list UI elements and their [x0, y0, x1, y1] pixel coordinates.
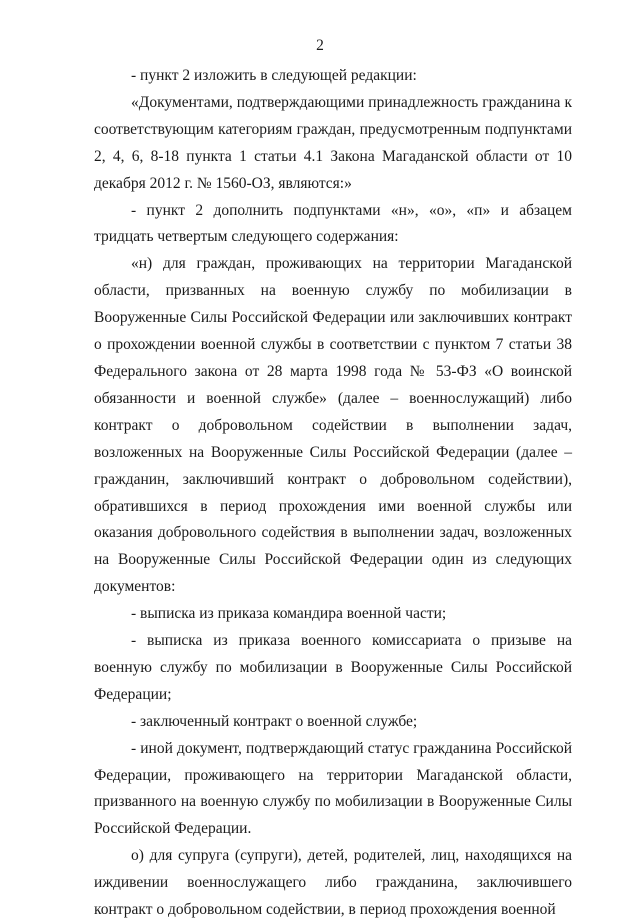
paragraph-subitem-o: о) для супруга (супруги), детей, родителей, лиц, находящихся на иждивении военнослужащего либо гражданина, заключившего контракт о добровольном содействии, в период прохождения военной	[94, 847, 572, 919]
list-item-other-document: - иной документ, подтверждающий статус гражданина Российской Федерации, проживающего на территории Магаданской области, призванного на военную службу по мобилизации в Вооруженные Силы Российской Федерации.	[94, 739, 572, 838]
list-item-commander-order: - выписка из приказа командира военной части;	[131, 605, 447, 623]
page-number: 2	[316, 37, 324, 54]
list-item-commissariat-order: - выписка из приказа военного комиссариата о призыве на военную службу по мобилизации в Вооруженные Силы Российской Федерации;	[94, 632, 572, 703]
list-item-contract: - заключенный контракт о военной службе;	[131, 712, 418, 730]
paragraph-subitem-n: «н) для граждан, проживающих на территории Магаданской области, призванных на военную службу по мобилизации в Вооруженные Силы Российской Федерации или заключивших контракт о прохождении военной службы в соответствии с пунктом 7 статьи 38 Федерального закона от 28 марта 1998 года № 53-ФЗ «О воинской обязанности и военной службе» (далее – военнослужащий) либо контракт о добровольном содействии в выполнении задач, возложенных на Вооруженные Силы Российской Федерации (далее – гражданин, заключивший контракт о добровольном содействии), обратившихся в период прохождения ими военной службы или оказания добровольного содействия в выполнении задач, возложенных на Вооруженные Силы Российской Федерации один из следующих документов:	[94, 255, 572, 596]
paragraph-amend-subitems: - пункт 2 дополнить подпунктами «н», «о», «п» и абзацем тридцать четвертым следующего содержания:	[94, 201, 572, 246]
document-body	[94, 63, 572, 924]
paragraph-amend-item-2: - пункт 2 изложить в следующей редакции:	[131, 67, 417, 84]
paragraph-documents-intro: «Документами, подтверждающими принадлежность гражданина к соответствующим категориям граждан, предусмотренным подпунктами 2, 4, 6, 8-18 пункта 1 статьи 4.1 Закона Магаданской области от 10 декабря 2012 г. № 1560-ОЗ, являются:»	[94, 93, 572, 192]
